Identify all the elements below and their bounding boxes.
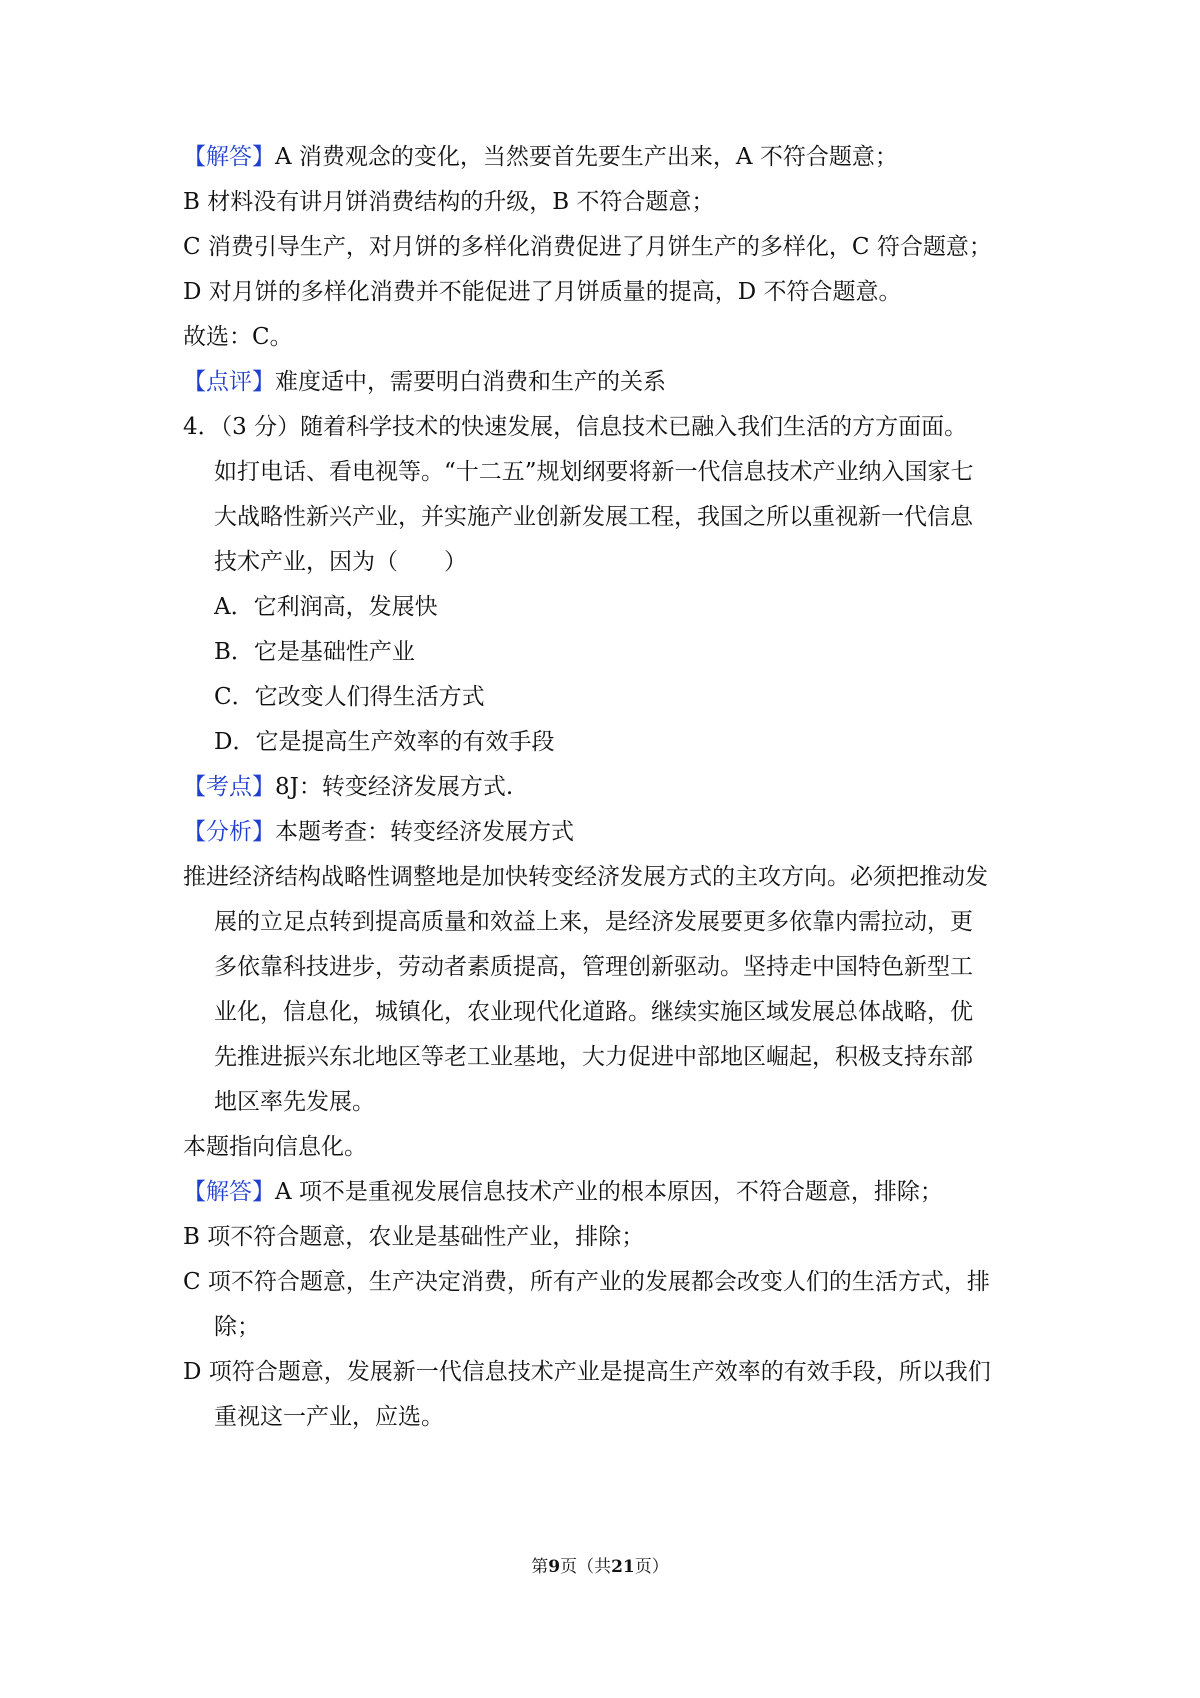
analysis-line: 多依靠科技进步，劳动者素质提高，管理创新驱动。坚持走中国特色新型工 [214, 954, 973, 980]
answer-line-b: B 项不符合题意，农业是基础性产业，排除； [183, 1224, 645, 1250]
answer-line-d2: 重视这一产业，应选。 [214, 1404, 444, 1430]
prev-answer-choice: 故选：C。 [183, 324, 293, 350]
question4-stem-line1: 4．（3 分）随着科学技术的快速发展，信息技术已融入我们生活的方方面面。 [183, 414, 968, 440]
prev-answer-line-d: D 对月饼的多样化消费并不能促进了月饼质量的提高，D 不符合题意。 [183, 279, 902, 305]
fenxi-tag: 【分析】 [183, 819, 275, 845]
prev-comment-line: 【点评】难度适中，需要明白消费和生产的关系 [183, 369, 666, 395]
question4-stem-line3: 大战略性新兴产业，并实施产业创新发展工程，我国之所以重视新一代信息 [214, 504, 973, 530]
answer-line-c1: C 项不符合题意，生产决定消费，所有产业的发展都会改变人们的生活方式，排 [183, 1269, 990, 1295]
answer-tag: 【解答】 [183, 1179, 275, 1205]
question4-option-a: A．它利润高，发展快 [214, 594, 438, 620]
question4-stem-line2: 如打电话、看电视等。“十二五”规划纲要将新一代信息技术产业纳入国家七 [214, 459, 974, 485]
question4-option-d: D．它是提高生产效率的有效手段 [214, 729, 555, 755]
page-footer: 第9页（共21页） [531, 1557, 669, 1577]
question4-stem-line4: 技术产业，因为（ ） [214, 549, 467, 575]
page-number: 9 [548, 1557, 561, 1577]
question4-option-b: B．它是基础性产业 [214, 639, 415, 665]
analysis-line: 展的立足点转到提高质量和效益上来，是经济发展要更多依靠内需拉动，更 [214, 909, 973, 935]
page-total: 21 [611, 1557, 635, 1577]
prev-answer-line-c: C 消费引导生产，对月饼的多样化消费促进了月饼生产的多样化，C 符合题意； [183, 234, 992, 260]
prev-answer-line-b: B 材料没有讲月饼消费结构的升级，B 不符合题意； [183, 189, 715, 215]
analysis-line: 推进经济结构战略性调整地是加快转变经济发展方式的主攻方向。必须把推动发 [183, 864, 988, 890]
answer-line-c2: 除； [214, 1314, 260, 1340]
analysis-line: 地区率先发展。 [214, 1089, 375, 1115]
analysis-line: 业化，信息化，城镇化，农业现代化道路。继续实施区域发展总体战略，优 [214, 999, 973, 1025]
answer-line-a: 【解答】A 项不是重视发展信息技术产业的根本原因，不符合题意，排除； [183, 1179, 943, 1205]
answer-line-d1: D 项符合题意，发展新一代信息技术产业是提高生产效率的有效手段，所以我们 [183, 1359, 991, 1385]
analysis-line: 先推进振兴东北地区等老工业基地，大力促进中部地区崛起，积极支持东部 [214, 1044, 973, 1070]
question4-option-c: C．它改变人们得生活方式 [214, 684, 485, 710]
kaodian-tag: 【考点】 [183, 774, 275, 800]
comment-tag: 【点评】 [183, 369, 275, 395]
kaodian-line: 【考点】8J：转变经济发展方式. [183, 774, 514, 800]
prev-answer-line-a: 【解答】A 消费观念的变化，当然要首先要生产出来，A 不符合题意； [183, 144, 898, 170]
fenxi-line: 【分析】本题考查：转变经济发展方式 [183, 819, 574, 845]
analysis-point: 本题指向信息化。 [183, 1134, 367, 1160]
answer-tag: 【解答】 [183, 144, 275, 170]
